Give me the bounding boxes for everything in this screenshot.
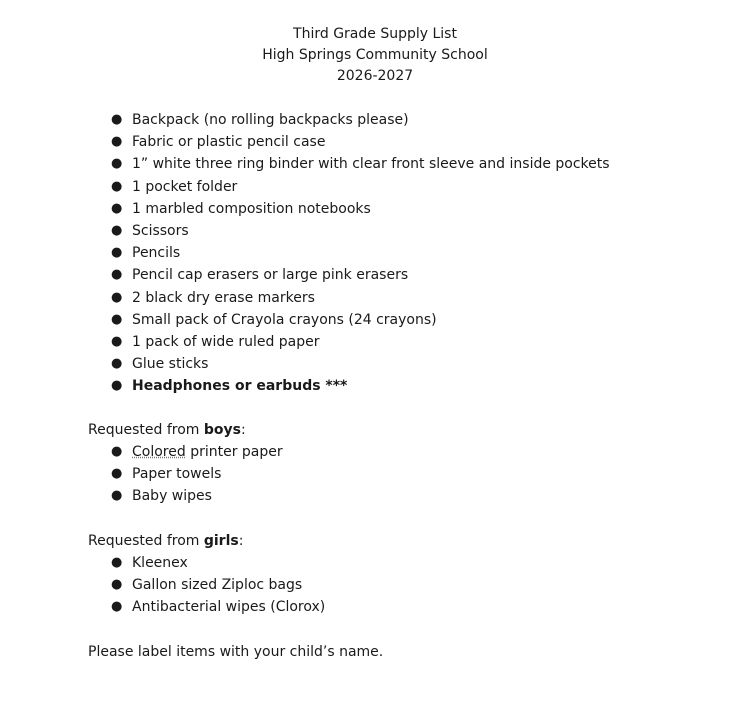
item-text-underlined: Colored <box>132 444 186 460</box>
boys-section-label <box>88 419 246 441</box>
item-text: Kleenex <box>132 555 188 571</box>
item-text: 1 pack of wide ruled paper <box>132 333 320 350</box>
section-suffix: : <box>238 533 244 549</box>
girls-supply-list <box>110 552 325 619</box>
list-item <box>110 485 283 507</box>
list-item <box>110 309 610 331</box>
item-text: Pencils <box>132 245 181 262</box>
bullet-icon: ● <box>111 178 123 194</box>
item-text: Paper towels <box>132 466 222 483</box>
list-item <box>110 176 610 198</box>
list-item <box>110 574 325 596</box>
main-supply-list <box>110 109 610 397</box>
list-item <box>110 109 610 131</box>
bullet-icon: ● <box>111 200 123 216</box>
bullet-icon: ● <box>111 267 123 283</box>
school-name: High Springs Community School <box>262 47 488 63</box>
item-text: Antibacterial wipes (Clorox) <box>132 599 326 616</box>
item-text-bold: Headphones or earbuds *** <box>132 378 348 395</box>
item-text: Fabric or plastic pencil case <box>132 134 326 151</box>
item-text: 1 pocket folder <box>132 178 238 195</box>
item-text: Glue sticks <box>132 356 209 373</box>
item-text: Small pack of Crayola crayons (24 crayons) <box>132 311 437 328</box>
list-item <box>110 596 325 618</box>
bullet-icon: ● <box>111 245 123 261</box>
bullet-icon: ● <box>111 466 123 482</box>
bullet-icon: ● <box>111 555 123 570</box>
bullet-icon: ● <box>111 156 123 172</box>
bullet-icon: ● <box>111 577 123 593</box>
list-item <box>110 198 610 220</box>
item-text: 2 black dry erase markers <box>132 289 315 306</box>
item-text: Backpack (no rolling backpacks please) <box>132 112 409 128</box>
school-year: 2026-2027 <box>336 68 414 84</box>
list-item <box>110 353 610 375</box>
boys-supply-list <box>110 441 283 508</box>
list-item <box>110 552 325 574</box>
item-text: Baby wipes <box>132 488 212 505</box>
bullet-icon: ● <box>111 311 123 327</box>
bullet-icon: ● <box>111 333 123 349</box>
bullet-icon: ● <box>111 356 123 372</box>
item-text: printer paper <box>185 444 283 460</box>
item-text: 1 marbled composition notebooks <box>132 200 371 217</box>
bullet-icon: ● <box>111 289 123 305</box>
section-suffix: : <box>240 422 246 438</box>
bullet-icon: ● <box>111 599 123 615</box>
section-prefix: Requested from <box>88 533 204 549</box>
bullet-icon: ● <box>111 222 123 238</box>
list-item <box>110 220 610 242</box>
section-group: girls <box>203 533 239 549</box>
list-item <box>110 153 610 175</box>
bullet-icon: ● <box>111 112 123 127</box>
list-item <box>110 242 610 264</box>
bullet-icon: ● <box>111 488 123 504</box>
bullet-icon: ● <box>111 378 123 394</box>
list-item <box>110 287 610 309</box>
list-item <box>110 131 610 153</box>
bullet-icon: ● <box>111 444 123 459</box>
closing-note: Please label items with your child’s name. <box>88 644 384 660</box>
item-text: Pencil cap erasers or large pink erasers <box>132 267 409 284</box>
item-text: 1” white three ring binder with clear front sleeve and inside pockets <box>132 156 610 173</box>
document-header <box>0 24 750 87</box>
section-group: boys <box>203 422 241 438</box>
list-item <box>110 375 610 397</box>
list-item <box>110 264 610 286</box>
list-item <box>110 463 283 485</box>
list-item <box>110 331 610 353</box>
item-text: Gallon sized Ziploc bags <box>132 577 303 594</box>
list-item <box>110 441 283 463</box>
document-title: Third Grade Supply List <box>293 26 457 42</box>
item-text: Scissors <box>132 222 189 239</box>
bullet-icon: ● <box>111 134 123 150</box>
section-prefix: Requested from <box>88 422 204 438</box>
girls-section-label <box>88 530 243 552</box>
